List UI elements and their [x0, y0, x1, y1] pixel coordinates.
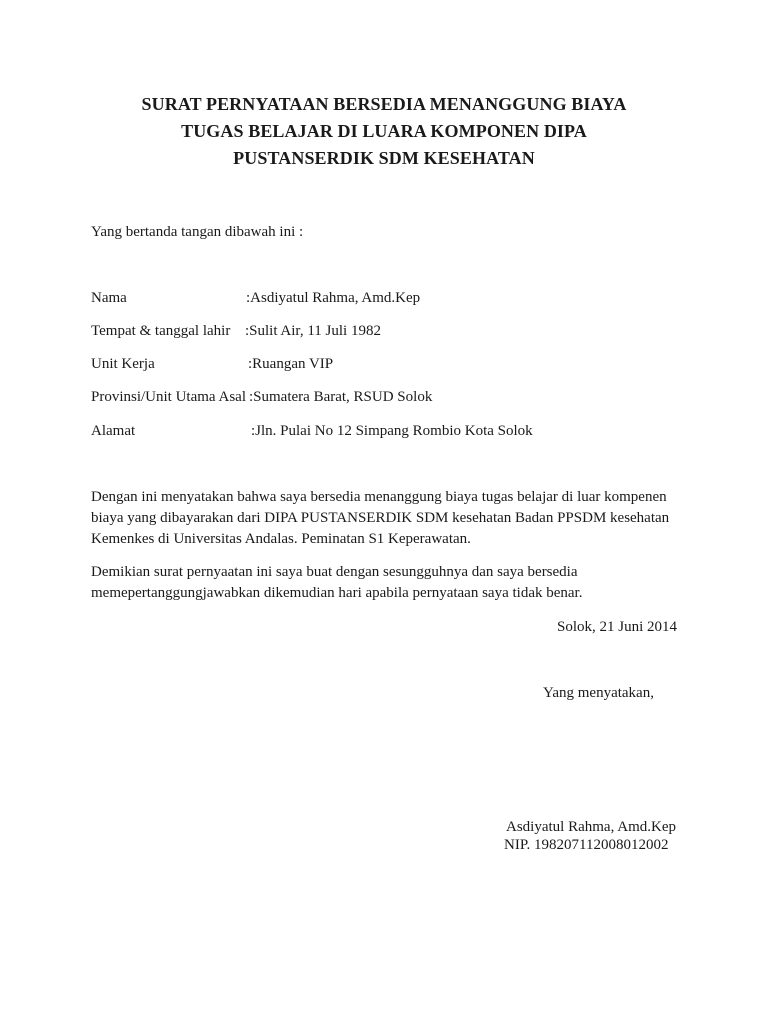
field-ttl-value: :Sulit Air, 11 Juli 1982: [245, 323, 381, 339]
statement-line-1: Dengan ini menyatakan bahwa saya bersedia menanggung biaya tugas belajar di luar kompenen: [91, 489, 667, 505]
title-line-3: PUSTANSERDIK SDM KESEHATAN: [233, 148, 535, 168]
field-provinsi-value: :Sumatera Barat, RSUD Solok: [249, 389, 433, 405]
field-alamat-value: :Jln. Pulai No 12 Simpang Rombio Kota Solok: [251, 423, 533, 439]
field-ttl-label: Tempat & tanggal lahir: [91, 323, 231, 339]
title-line-2: TUGAS BELAJAR DI LUARA KOMPONEN DIPA: [181, 121, 587, 141]
field-nama-value: :Asdiyatul Rahma, Amd.Kep: [246, 290, 421, 306]
closing-salutation: Yang menyatakan,: [543, 685, 654, 701]
statement-paragraph: [91, 487, 691, 550]
field-alamat-label: Alamat: [91, 423, 136, 439]
statement-line-3: Kemenkes di Universitas Andalas. Peminatan S1 Keperawatan.: [91, 531, 471, 547]
closing-line-1: Demikian surat pernyaatan ini saya buat dengan sesungguhnya dan saya bersedia: [91, 564, 578, 580]
document-title: [0, 91, 768, 172]
field-nama-label: Nama: [91, 290, 127, 306]
signer-nip: NIP. 198207112008012002: [504, 837, 669, 853]
field-unit-label: Unit Kerja: [91, 356, 155, 372]
closing-paragraph: [91, 562, 691, 604]
statement-line-2: biaya yang dibayarakan dari DIPA PUSTANSERDIK SDM kesehatan Badan PPSDM kesehatan: [91, 510, 670, 526]
field-provinsi-label: Provinsi/Unit Utama Asal: [91, 389, 246, 405]
closing-line-2: memepertanggungjawabkan dikemudian hari apabila pernyataan saya tidak benar.: [91, 585, 583, 601]
intro-text: Yang bertanda tangan dibawah ini :: [91, 224, 304, 240]
field-unit-value: :Ruangan VIP: [248, 356, 334, 372]
title-line-1: SURAT PERNYATAAN BERSEDIA MENANGGUNG BIAYA: [141, 94, 627, 114]
signer-name: Asdiyatul Rahma, Amd.Kep: [506, 819, 676, 835]
place-date: Solok, 21 Juni 2014: [557, 619, 678, 635]
